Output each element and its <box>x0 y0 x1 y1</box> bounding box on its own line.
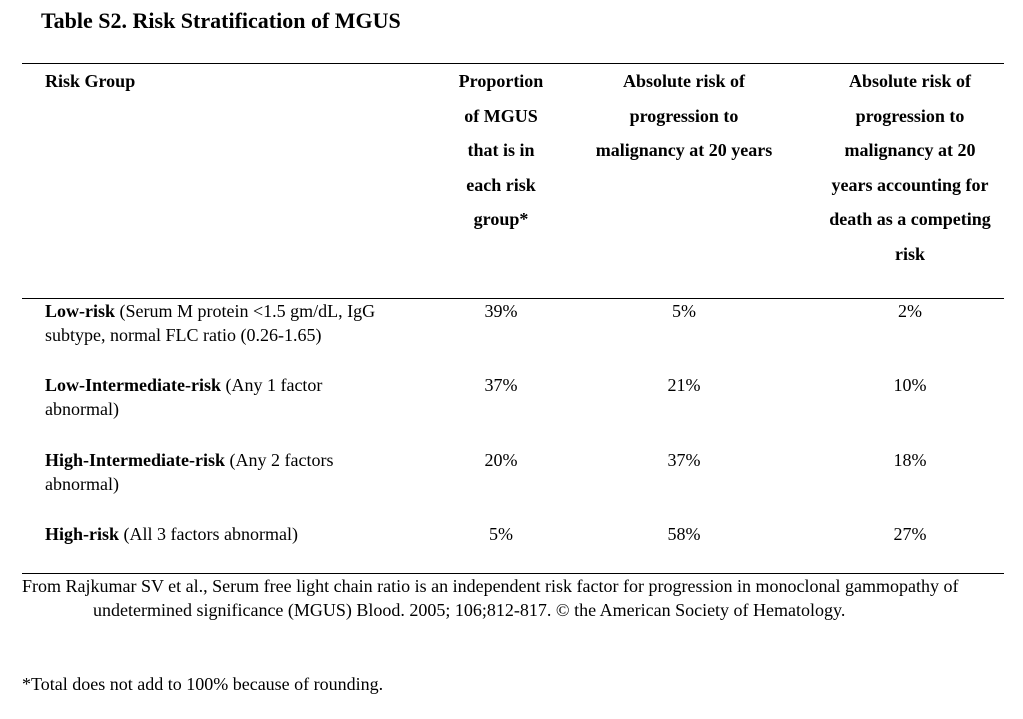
risk-group-criteria: abnormal) <box>45 473 119 494</box>
header-line: progression to <box>855 105 965 126</box>
table-row <box>0 374 1023 434</box>
header-line: each risk <box>466 174 536 195</box>
header-line: of MGUS <box>464 105 538 126</box>
table-row <box>0 523 1023 583</box>
risk-group-criteria: (Serum M protein <1.5 gm/dL, IgG <box>115 301 376 321</box>
proportion-cell: 37% <box>484 375 518 395</box>
header-risk-group <box>45 64 345 99</box>
header-line: that is in <box>467 140 535 161</box>
table-row <box>0 449 1023 509</box>
risk-20y-cell: 5% <box>672 301 696 321</box>
header-line: Absolute risk of <box>848 71 971 91</box>
risk-group-criteria: abnormal) <box>45 398 119 419</box>
header-line: malignancy at 20 years <box>595 140 773 161</box>
header-absolute-risk-competing <box>812 64 1008 272</box>
risk-group-cell <box>45 449 425 496</box>
header-line: risk <box>894 243 925 264</box>
risk-20y-cell: 21% <box>667 375 701 395</box>
footnote: *Total does not add to 100% because of rounding. <box>22 674 384 694</box>
risk-group-criteria: (Any 2 factors <box>224 450 334 470</box>
risk-group-name: High-risk <box>45 524 120 544</box>
risk-group-line <box>45 374 425 398</box>
proportion-cell: 39% <box>484 301 518 321</box>
header-line: group* <box>473 209 529 230</box>
risk-20y-competing-cell: 27% <box>893 524 927 544</box>
header-rule <box>22 298 1004 299</box>
risk-20y-competing-cell: 2% <box>898 301 922 321</box>
risk-group-line <box>45 300 425 324</box>
risk-group-criteria: (Any 1 factor <box>220 375 323 395</box>
header-proportion <box>445 64 557 237</box>
header-line: death as a competing <box>829 209 991 230</box>
source-note: From Rajkumar SV et al., Serum free light chain ratio is an independent risk factor for progression in monoclonal gammopathy of undetermined significance (MGUS) Blood. 2005; 106;812-817. © the American Society of Hematology. <box>22 576 959 620</box>
table-row <box>0 300 1023 360</box>
risk-group-cell <box>45 523 425 547</box>
table-title: Table S2. Risk Stratification of MGUS <box>41 8 401 33</box>
header-line: Proportion <box>458 71 544 91</box>
risk-20y-cell: 58% <box>667 524 701 544</box>
bottom-rule <box>22 573 1004 574</box>
header-line: malignancy at 20 <box>844 140 976 161</box>
risk-group-name: Low-Intermediate-risk <box>45 375 221 395</box>
risk-group-criteria: (All 3 factors abnormal) <box>119 524 298 544</box>
proportion-cell: 5% <box>489 524 513 544</box>
risk-20y-competing-cell: 18% <box>893 450 927 470</box>
risk-group-cell <box>45 374 425 421</box>
risk-group-name: High-Intermediate-risk <box>45 450 225 470</box>
header-absolute-risk <box>578 64 790 168</box>
risk-group-criteria: subtype, normal FLC ratio (0.26-1.65) <box>45 324 322 345</box>
proportion-cell: 20% <box>484 450 518 470</box>
risk-20y-cell: 37% <box>667 450 701 470</box>
risk-group-name: Low-risk <box>45 301 116 321</box>
risk-group-line <box>45 523 425 547</box>
header-line: progression to <box>629 105 739 126</box>
risk-group-line <box>45 449 425 473</box>
header-line: Absolute risk of <box>622 71 745 91</box>
header-line: years accounting for <box>831 174 989 195</box>
risk-20y-competing-cell: 10% <box>893 375 927 395</box>
risk-group-cell <box>45 300 425 347</box>
header-line: Risk Group <box>45 71 136 91</box>
